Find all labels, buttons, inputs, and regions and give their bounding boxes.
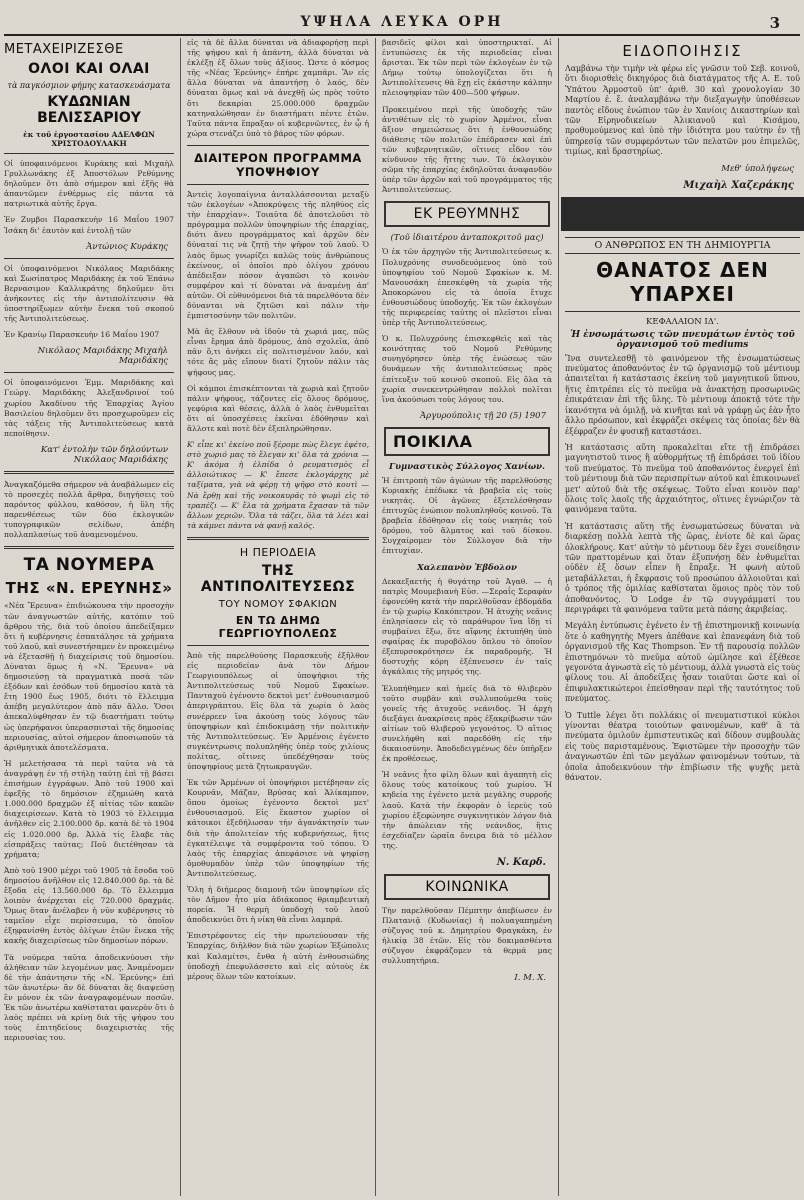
declaration-text: Οἱ ὑποφαινόμενοι Κυράκης καὶ Μιχαὴλ Γρυλλωνάκης ἐξ Ἀποστόλων Ρεθύμνης δηλοῦμεν ὅτι ἀπὸ σήμερον καὶ ἐξῆς θὰ ἀπαντῶμεν ἐνθέρμως εἰς πάντα τὰ πατριωτικὰ αὐτῆς ἔργα. — [4, 159, 174, 209]
divider — [4, 546, 174, 549]
series-kicker: Ο ΑΝΘΡΩΠΟΣ ΕΝ ΤΗ ΔΗΜΙΟΥΡΓΙΑ — [565, 237, 800, 254]
article-text: Μεγάλη ἐντύπωσις ἐγένετο ἐν τῇ ἐπιστημονικῇ κοινωνίᾳ ὅτε ὁ καθηγητὴς Myers ἀπέθανε καὶ ἐπανεφάνη διὰ τοῦ ὀργανισμοῦ τῆς Κας Thompson. Ἐν τῇ παρουσίᾳ πολλῶν ἐπιστημόνων τὸ πνεῦμα αὐτοῦ ὡμίλησε καὶ ἐξέθεσε γεγονότα ἀγνωστὰ εἰς τὸ μέντιουμ, ἀλλὰ γνωστὰ εἰς τοὺς φίλους του. Αἱ ἀποδείξεις ἦσαν τοιαῦται ὥστε καὶ οἱ ἐπιφυλακτικώτεροι ἐπείσθησαν περὶ τῆς ταυτότητος τοῦ πνεύματος. — [565, 621, 800, 704]
article-headline: ΤΗΣ ΑΝΤΙΠΟΛΙΤΕΥΣΕΩΣ — [200, 562, 356, 595]
column-2 — [183, 38, 373, 1196]
top-rule — [4, 34, 800, 36]
article-signature: Ν. Καρδ. — [496, 857, 546, 868]
declaration-signature: Ἀντώνιος Κυράκης — [86, 241, 168, 252]
article-text: Ἵνα συντελεσθῇ τὸ φαινόμενον τῆς ἐνσωματώσεως πνεύματος ἀποθανόντος ἐν τῷ ὀργανισμῷ τοῦ μέντιουμ ἀπαιτεῖται ἡ κατάστασις ἐκείνη τοῦ μαγνητικοῦ ὕπνου, ἥτις ἐπιτρέπει εἰς τὸ πνεῦμα νὰ ἀνακτήσῃ προσωρινῶς ἐπικράτειαν ἐπὶ τῆς ὕλης. Τὸ μέντιουμ ἀποκτᾷ τότε τὴν ἱκανότητα νὰ ὁμιλῇ, νὰ κινῆται καὶ νὰ γράφῃ ὡς ἐὰν ἦτο ἄλλο πρόσωπον, καὶ ἐκφράζει σκέψεις τὰς ὁποίας δὲν θὰ ἐξέφραζεν ἐν φυσικῇ καταστάσει. — [565, 353, 800, 436]
divider — [4, 471, 174, 474]
article-headline: ΤΑ ΝΟΥΜΕΡΑ — [23, 555, 155, 576]
declaration-date: Ἐν Ζυμβοι Παρασκευὴν 16 Μαΐου 1907 Ἰσάκη δι' ἑαυτὸν καὶ ἐντολῇ τῶν — [4, 215, 174, 235]
chapter-label: ΚΕΦΑΛΑΙΟΝ ΙΔ'. — [646, 316, 719, 327]
article-text: Ὅλη ἡ διήμερος διαμονὴ τῶν ὑποψηφίων εἰς τὸν Δῆμον ἦτο μία ἀδιάκοπος θριαμβευτικὴ πορεία. Ἡ θερμὴ ὑποδοχὴ τοῦ λαοῦ ἀποδεικνύει ὅτι ἡ νίκη θὰ εἶναι λαμπρά. — [187, 885, 369, 925]
declaration-date: Ἐν Κρανίῳ Παρασκευὴν 16 Μαΐου 1907 — [4, 330, 160, 340]
ad-headline: ΜΕΤΑΧΕΙΡΙΖΕΣΘΕ — [4, 42, 124, 57]
article-text: Τὴν παρελθοῦσαν Πέμπτην ἀπεβίωσεν ἐν Πλατανιᾷ (Κυδωνίας) ἡ πολυαγαπημένη σύζυγος τοῦ κ. Δημητρίου Φραγκάκη, ἐν ἡλικίᾳ 38 ἐτῶν. Εἰς τὸν δοκιμασθέντα σύζυγον ἐκφράζομεν τὰ θερμά μας συλλυπητήρια. — [382, 906, 552, 966]
declaration-text: Οἱ ὑποφαινόμενοι Νικόλαος Μαριδάκης καὶ Σωσίπατρος Μαριδάκης ἐκ τοῦ Ἐπάνω Βερνασιμον Καλλικράτης δηλοῦμεν ὅτι ἀνήκοντες εἰς τὴν ἀντιπολίτευσιν θὰ ὑποστηρίξωμεν αὐτὴν ἔνεκα τοῦ σκοποῦ τῆς Ἀντιπολιτεύσεως. — [4, 263, 174, 324]
series-headline: ΘΑΝΑΤΟΣ ΔΕΝ ΥΠΑΡΧΕΙ — [596, 257, 769, 306]
chapter-subtitle: Ἡ ἐνσωμάτωσις τῶν πνευμάτων ἐντὸς τοῦ ὀργανισμοῦ τοῦ mediums — [570, 329, 795, 350]
article-text: Μὰ ἂς ἔλθουν νὰ ἰδοῦν τὰ χωριά μας, πῶς εἶναι ἔρημα ἀπὸ δρόμους, ἀπὸ σχολεῖα, ἀπὸ πᾶν ὅ,τι ἀνήκει εἰς πολιτισμένον λαόν, καὶ τότε ἂς μᾶς εἴπουν διατί ζητοῦν πάλιν τὰς ψήφους μας. — [187, 327, 369, 377]
article-signature: Ι. Μ. Χ. — [514, 972, 546, 983]
article-text: Τὰ νούμερα ταῦτα ἀποδεικνύουσι τὴν ἀλήθειαν τῶν λεγομένων μας. Ἀναμένομεν δὲ τὴν ἀπάντησιν τῆς «Ν. Ἐρεύνης» ἐπὶ τῶν ἀνωτέρω· ἂν δὲ δύναται ἂς διαψεύσῃ ἓν μόνον ἐκ τῶν ἀναγραφομένων ποσῶν. Ἐκ τῶν ἀνωτέρω καθίσταται φανερὸν ὅτι ὁ λαὸς πρέπει νὰ κρίνῃ διὰ τῆς ψήφου του τοὺς ἐπιτηδείους διαχειριστὰς τῆς περιουσίας του. — [4, 952, 174, 1043]
article-text: Ἡ κατάστασις αὕτη τῆς ἐνσωματώσεως δύναται νὰ διαρκέσῃ πολλὰ λεπτὰ τῆς ὥρας, ἐνίοτε δὲ καὶ ὥρας ὁλοκλήρους. Κατ' αὐτὴν τὸ μέντιουμ δὲν ἔχει συνείδησιν τῶν πραττομένων καὶ ὅταν ἐξυπνήσῃ δὲν ἐνθυμεῖται οὐδὲν ἐξ ὅσων εἶπεν ἢ ἔπραξε. Ἡ φωνὴ αὐτοῦ μεταβάλλεται, ἡ ἔκφρασις τοῦ προσώπου ἀλλοιοῦται καὶ ὁ τρόπος τῆς ὁμιλίας καθίσταται ὅμοιος πρὸς τὸν τοῦ ἀποθανόντος. Ὁ Lodge ἐν τῷ συγγράμματί του περιγράφει τὰ φαινόμενα ταῦτα μετὰ πάσης ἀκριβείας. — [565, 521, 800, 614]
ad-headline: ΟΛΟΙ ΚΑΙ ΟΛΑΙ — [28, 61, 150, 77]
article-text: Ἐπιστρέφοντες εἰς τὴν πρωτεύουσαν τῆς Ἐπαρχίας, διῆλθον διὰ τῶν χωρίων Ἐξώπολις καὶ Καλαμίτσι, ἔνθα ἡ αὐτὴ ἐνθουσιώδης ὑποδοχὴ ἐπεφυλάσσετο καὶ εἰς αὐτοὺς ἐκ μέρους ὅλων τῶν κατοίκων. — [187, 931, 369, 981]
masthead — [20, 14, 784, 34]
article-text: Οἱ κάμποι ἐπισκέπτονται τὰ χωριὰ καὶ ζητοῦν πάλιν ψήφους, τάζοντες εἰς ὅλους δρόμους, γεφύρια καὶ θέσεις, ἀλλὰ ὁ λαὸς ἐνθυμεῖται ὅτι αἱ ὑποσχέσεις ἐκεῖναι ἐδόθησαν καὶ ἄλλοτε καὶ ποτὲ δὲν ἐξεπληρώθησαν. — [187, 383, 369, 433]
section-headline: ΕΚ ΡΕΘΥΜΝΗΣ — [413, 206, 521, 223]
divider — [4, 372, 174, 373]
article-text: βασιδεῖς φίλοι καὶ ὑποστηρικταί. Αἱ ἐντυπώσεις ἐκ τῆς περιοδείας εἶναι ἄρισται. Ἐκ τῶν περὶ τῶν ἐκλογέων ἐν τῷ Δήμῳ τούτῳ ὑπολογίζεται ὅτι ἡ Ἀντιπολίτευσις θὰ ἔχῃ εἰς ἑκάστην κάλπην πλειοψηφίαν τῶν 400—500 ψήφων. — [382, 38, 552, 98]
article-text: εἰς τὰ δὲ ἄλλα δύναται νὰ ἀδιαφορήσῃ περὶ τῆς ψήφου καὶ ἡ ἀπάντη, ἀλλὰ δύναται νὰ ἐκλέξῃ ἐξ ὅλων τοὺς ἀξίους. Ὡστε ὁ κόσμος τῆς «Νέας Ἐρεύνης» ἐπήρε χαμπάρι. Ἂν εἰς ἄλλα δύναται νὰ ἀπαντήσῃ ὁ λαός, δὲν δύναται ὅμως καὶ νὰ ἀνεχθῇ ὡς πρὸς τοῦτο ὅτι δεκαρίαι 25.000.000 δραχμῶν κατηναλώθησαν ἐν διαστήματι πέντε ἐτῶν. Ταῦτα πάντα ἔπραξαν οἱ κυβερνῶντες, ἐν ᾧ ἡ χώρα στενάζει ὑπὸ τὸ βάρος τῶν φόρων. — [187, 38, 369, 138]
article-text: Ἐκ τῶν Ἀρμένων οἱ ὑποψήφιοι μετέβησαν εἰς Κουρνᾶν, Μάζαν, Βρύσας καὶ Ἀλίκαμπον, ὅπου ὁμοίως ἐγένοντο δεκτοὶ μετ' ἐνθουσιασμοῦ. Εἰς ἕκαστον χωρίον οἱ κάτοικοι ἐξεδήλωσαν τὴν ἀγανάκτησίν των διὰ τὴν ἀπολιτείαν τῆς κυβερνήσεως, ἥτις ἐγκατέλειψε τὰ συμφέροντα τοῦ τόπου. Ὁ λαὸς τῆς ἐπαρχίας ἀπεφάσισε νὰ ψηφίσῃ ὁμοθυμαδὸν ὑπὲρ τῶν ὑποψηφίων τῆς Ἀντιπολιτεύσεως. — [187, 778, 369, 878]
article-text: Ὁ Tuttle λέγει ὅτι πολλάκις οἱ πνευματιστικοὶ κύκλοι γίνονται θέατρα τοιούτων φαινομένων, καθ' ἃ τὰ πνεύματα ὁμιλοῦν ἐμπιστευτικῶς καὶ δίδουν συμβουλὰς εἰς τοὺς παρισταμένους. Ἐφιστῶμεν τὴν προσοχὴν τῶν ἀναγνωστῶν ἐπὶ τῶν μεγάλων φαινομένων τούτων, τὰ ὁποῖα ἀποδεικνύουν τὴν ἐπιβίωσιν τῆς ψυχῆς μετὰ θάνατον. — [565, 710, 800, 783]
column-4 — [561, 38, 804, 1196]
section-subhead: (Τοῦ ἰδιαιτέρου ἀνταποκριτοῦ μας) — [390, 233, 544, 244]
declaration-text: Οἱ ὑποφαινόμενοι Ἐμμ. Μαριδάκης καὶ Γεώργ. Μαριδάκης Ἀλεξανδρινοί τοῦ χωρίου Ἀκαδίνου τῆς Ἐπαρχίας Ἁγίου Βασιλείου δηλοῦμεν ὅτι προσχωροῦμεν εἰς τὰς τάξεις τῆς Ἀντιπολιτεύσεως κατὰ πεποίθησιν. — [4, 378, 174, 438]
section-box — [384, 427, 550, 456]
section-subhead: Γυμναστικὸς Σύλλογος Χανίων. — [389, 461, 545, 472]
verse-text: Κ' εἶπε κι' ἐκείνο ποῦ ξέρομε πὼς ἔλεγε ἐφέτο, στὸ χωριό μας τὸ ἔλεγαν κι' ὅλα τὰ χρόνια — Κ' ἀκόμα ἡ ἐλπίδα ὁ ρευματισμὸς εἶ ἀλλοιώτικος — Κ' ἔπεσε ἐκλογάρχης μὲ ταξίματα, γιὰ νὰ φέρῃ τὴ ψῆφο στὸ κουτὶ — Νὰ ἔρθῃ καὶ τῆς νοικοκυρᾶς τὸ ψωμὶ εἰς τὸ τραπέζι — Κ' ἔλα τὰ χρήματα ἔχασαν τὰ τῶν ἄλλων χεριῶν. Ὅλα τὰ τάζει, ὅλα τὰ λέει καὶ τὰ κάμνει πάντα νὰ φανῇ καλός. — [187, 440, 369, 530]
article-text: Ἡ νεᾶνις ἦτο φίλη ὅλων καὶ ἀγαπητὴ εἰς ὅλους τοὺς κατοίκους τοῦ χωρίου. Ἡ κηδεία της ἐγένετο μετὰ μεγάλης συρροῆς λαοῦ. Κατὰ τὴν ἐκφορὰν ὁ ἱερεὺς τοῦ χωρίου ἐξεφώνησε συγκινητικὸν λόγον διὰ τὴν ἀπώλειαν τῆς νεάνιδος, ἥτις ἐσχεδίαζεν ὡραῖα ὄνειρα διὰ τὸ μέλλον της. — [382, 770, 552, 850]
section-headline: ΚΟΙΝΩΝΙΚΑ — [425, 879, 509, 895]
column-divider — [375, 38, 376, 1196]
article-text: Ἐλυπήθημεν καὶ ἡμεῖς διὰ τὸ θλιβερὸν τοῦτο συμβὰν καὶ συλλυπούμεθα τοὺς γονεῖς τῆς ἀτυχοῦς νεάνιδος. Ἡ ἀρχὴ διεξάγει ἀνακρίσεις πρὸς ἐξακρίβωσιν τῶν αἰτίων τοῦ θλιβεροῦ γεγονότος. Ὁ αἴτιος συνελήφθη καὶ παρεδόθη εἰς τὴν δικαιοσύνην. Ἀποδεδειγμένως δὲν ὑπῆρξεν ἐκ προθέσεως. — [382, 683, 552, 764]
notice-closing: Μεθ' ὑπολήψεως — [721, 163, 794, 174]
divider — [4, 153, 174, 154]
notice-name: Μιχαὴλ Χαζεράκης — [683, 179, 794, 191]
article-text: Ἀπὸ τοῦ 1900 μέχρι τοῦ 1905 τὰ ἔσοδα τοῦ δημοσίου ἀνῆλθον εἰς 12.840.000 δρ. τὰ δὲ ἔξοδα εἰς 13.560.000 δρ. Τὸ ἔλλειμμα λοιπὸν ἀνέρχεται εἰς 720.000 δραχμάς. Ὅμως ὅταν ἀνέλαβεν ἡ νῦν κυβέρνησις τὸ ταμεῖον εἶχε περίσσευμα, τὸ ὁποῖον ἐξηφανίσθη ἐντὸς ὀλίγων ἐτῶν ἕνεκα τῆς κακῆς διαχειρίσεως τῶν δημοσίων πόρων. — [4, 865, 174, 946]
article-text: «Νέα Ἔρευνα» ἐπιδιώκουσα τὴν προσοχὴν τῶν ἀναγνωστῶν αὐτῆς, κατόπιν τοῦ ἄρθρου τῆς, διὰ τοῦ ὁποίου ἀπεδείξαμεν ὅτι ἡ κυβέρνησις ἐσπατάλησε τὰ χρήματα τοῦ λαοῦ, καὶ συνεστήσαμεν ἐν προκειμένῳ νὰ ἐξετασθῇ ἡ διαχείρισις τοῦ δημοσίου. Δύναται ὅμως ἡ «Ν. Ἔρευνα» νὰ δημοσιεύσῃ τὰ πραγματικὰ ποσὰ τῶν ἐξόδων καὶ ἐσόδων τοῦ δημοσίου κατὰ τὰ ἔτη 1900 ἕως 1905, διότι τὸ ἔλλειμμα ἀπέβη μεγαλύτερον ἀπὸ πᾶν ἄλλο. Ὅσοι ἀπεκαλύφθησαν ἐν τῷ διαστήματι τούτῳ ὡς ὑπερήφανοι ὑπερασπισταὶ τῆς δημοσίας περιουσίας, αὐτοὶ σήμερον ἀποσιωποῦν τὰ ἀριθμητικὰ ἀποτελέσματα. — [4, 601, 174, 752]
divider — [187, 537, 369, 540]
column-divider — [180, 38, 181, 1196]
article-headline: ΕΝ ΤΩ ΔΗΜΩ ΓΕΩΡΓΙΟΥΠΟΛΕΩΣ — [218, 613, 338, 640]
divider — [187, 645, 369, 646]
editorial-note: Ἀναγκαζόμεθα σήμερον νὰ ἀναβάλωμεν εἰς τὸ προσεχὲς πολλὰ ἄρθρα, διηγήσεις τοῦ παρόντος φύλλου, καθόσον, ἡ ὕλη τῆς παρενθέσεως τῶν δύο ἐκλογικῶν τυπογραφικῶν σελίδων, ἀπέβη πολλαπλασίως τοῦ ἀναμενομένου. — [4, 479, 174, 540]
page-number: 3 — [769, 14, 780, 32]
article-text: Ὁ ἐκ τῶν ἀρχηγῶν τῆς Ἀντιπολιτεύσεως κ. Πολυχρόνης συνοδευόμενος ὑπὸ τοῦ ὑποψηφίου τοῦ Νομοῦ Σφακίων κ. Μ. Μανουσάκη ἐπεσκέφθη τὰ χωρία τῆς Ἀποκορώνου εἰς τὰ ὁποῖα ἔτυχε ἐνθουσιώδους ὑποδοχῆς. Ἐκ τῶν ἐκλογέων τῆς περιφερείας ταύτης οἱ πλεῖστοι εἶναι ὑπὲρ τῆς Ἀντιπολιτεύσεως. — [382, 247, 552, 328]
column-1 — [0, 38, 178, 1196]
article-headline: ΔΙΑΙΤΕΡΟΝ ΠΡΟΓΡΑΜΜΑ ΥΠΟΨΗΦΙΟΥ — [194, 150, 362, 179]
article-text: Προκειμένου περὶ τῆς ὑποδοχῆς τῶν ἀντιθέτων εἰς τὸ χωρίον Ἀρμένοι, εἶναι ἄξιον σημειώσεως ὅτι ἡ ἐνθουσιώδης διάθεσις τῶν πολιτῶν ἐπέδρασεν καὶ ἐπὶ τῶν κυβερνητικῶν, οἵτινες εἶδον τὸν κίνδυνον τῆς ἥττης των. Τὸ ἐκλογικὸν σῶμα τῆς ἐπαρχίας ἐκδηλοῦται ἀναφανδὸν ὑπὲρ τῶν ἀρχῶν καὶ τοῦ προγράμματος τῆς Ἀντιπολιτεύσεως. — [382, 104, 552, 195]
article-dateline: Ἀργυρούπολις τῇ 20 (5) 1907 — [420, 410, 546, 421]
column-divider — [558, 38, 559, 1196]
article-text: Δεκαεξαετὴς ἡ θυγάτηρ τοῦ Ἀγαθ. — ἡ πατρὶς Μουμεβιανὴ Εὐσ. —Σεραΐς Σεραφὰν ἐφονεύθη κατὰ τὴν παρελθοῦσαν ἑβδομάδα ἐν τῷ χωρίῳ Κακόπετρον. Ἡ ἀτυχὴς νεᾶνις ἐπλησίασεν εἰς τὸ παράθυρον ἵνα ἴδῃ τί συμβαίνει ἔξω, ὅτε αἴφνης ἐκτυπήθη ὑπὸ σφαίρας ἐκ πυροβόλου ὅπλου τὸ ὁποῖον ἐξεπυρσοκρότησεν ἐκ παραδρομῆς. Ἡ δυστυχὴς κόρη ἐξέπνευσεν ἐν ταῖς ἀγκάλαις τῆς μητρός της. — [382, 576, 552, 677]
masthead-title: ΥΨΗΛΑ ΛΕΥΚΑ ΟΡΗ — [300, 14, 504, 30]
section-box — [384, 201, 550, 227]
declaration-signature: Κατ' ἐντολὴν τῶν δηλούντων Νικόλαος Μαριδάκης — [40, 444, 168, 465]
article-text: Ἀπὸ τῆς παρελθούσης Παρασκευῆς ἐξῆλθον εἰς περιοδείαν ἀνὰ τὸν Δῆμον Γεωργιουπόλεως οἱ ὑποψήφιοι τῆς Ἀντιπολιτεύσεως τοῦ Νομοῦ Σφακίων. Πανταχοῦ ἐγένοντο δεκτοὶ μετ' ἐνθουσιασμοῦ ἀπεριγράπτου. Εἰς ὅλα τὰ χωρία ὁ λαὸς συνέρρεεν ἵνα ἀκούσῃ τοὺς λόγους τῶν ὑποψηφίων καὶ ἐπιδοκιμάσῃ τὴν πολιτικὴν τῆς Ἀντιπολιτεύσεως. Ἐν Ἀρμένοις ἐγένετο συγκέντρωσις πολυπληθὴς ὑπὲρ τοὺς χιλίους πολίτας, οἵτινες ὑπεδέχθησαν τοὺς ὑποψηφίους μετὰ ζητωκραυγῶν. — [187, 650, 369, 771]
dark-band — [561, 197, 804, 231]
article-headline: ΤΗΣ «Ν. ΕΡΕΥΝΗΣ» — [5, 579, 173, 598]
divider — [187, 184, 369, 185]
article-text: Ἡ ἐπιτροπὴ τῶν ἀγώνων τῆς παρελθούσης Κυριακῆς ἐπέδωκε τὰ βραβεῖα εἰς τοὺς νικητάς. Οἱ ἀγῶνες ἐξετελέσθησαν ἐπιτυχῶς ἐνώπιον πολυπληθοῦς κοινοῦ. Τὰ βραβεῖα ἐδόθησαν εἰς τοὺς νικητὰς τοῦ δρόμου, τοῦ ἅλματος καὶ τοῦ δίσκου. Συγχαίρομεν τὸν Σύλλογον διὰ τὴν ἐπιτυχίαν. — [382, 475, 552, 556]
section-subhead: Χαλεπανὸν Ἐβδολον — [417, 562, 517, 573]
ad-brand: ΚΥΔΩΝΙΑΝ ΒΕΛΙΣΣΑΡΙΟΥ — [37, 94, 141, 126]
article-text: Ὁ κ. Πολυχρόνης ἐπισκεφθεὶς καὶ τὰς κοινότητας τοῦ Νομοῦ Ρεθύμνης συνηγόρησεν ὑπὲρ τῆς ἑνώσεως τῶν δυνάμεων τῆς ἀντιπολιτεύσεως πρὸς ἐπίτευξιν τοῦ κοινοῦ σκοποῦ. Εἰς ὅλα τὰ χωρία συνεκεντρώθησαν πολλοὶ πολῖται ἵνα ἀκούσωσι τοὺς λόγους του. — [382, 334, 552, 404]
article-headline: Η ΠΕΡΙΟΔΕΙΑ — [239, 545, 317, 559]
section-box — [384, 874, 550, 900]
ad-subline: τὰ παγκόσμιον φήμης κατασκευάσματα — [7, 81, 171, 90]
article-text: Ἡ μελετήσασα τὰ περὶ ταῦτα νὰ τὰ ἀναγράψῃ ἐν τῇ στήλῃ ταύτῃ ἐπὶ τῇ βάσει ἐπισήμων ἐγγράφων. Ἀπὸ τοῦ 1900 καὶ ἐφεξῆς τὸ δημόσιον ἐζημιώθη κατὰ 1.000.000 δραχμῶν ἐξ αἰτίας τῶν κακῶν διαχειρίσεων. Κατὰ τὸ 1903 τὸ ἔλλειμμα ἀνῆλθεν εἰς 2.100.000 δρ. κατὰ δὲ τὸ 1904 εἰς 1.020.000 δρ. Ἀλλὰ τίς ἔλαβε τὰς εἰσπράξεις ταύτας; Ποῦ διετέθησαν τὰ χρήματα; — [4, 758, 174, 859]
article-headline: ΤΟΥ ΝΟΜΟΥ ΣΦΑΚΙΩΝ — [218, 598, 338, 610]
declaration-signature: Νικόλαος Μαριδάκης Μιχαὴλ Μαριδάκης — [37, 346, 168, 367]
section-headline: ΠΟΙΚΙΛΑ — [393, 431, 473, 451]
column-3 — [378, 38, 556, 1196]
divider — [565, 311, 800, 312]
divider — [4, 258, 174, 259]
ad-factory: ἐκ τοῦ ἐργοστασίου ΑΔΕΛΦΩΝ ΧΡΙΣΤΟΔΟΥΛΑΚΗ — [23, 130, 155, 148]
article-text: Ἡ κατάστασις αὕτη προκαλεῖται εἴτε τῇ ἐπιδράσει μαγνητιστοῦ τινος ἢ αὐθορμήτως τῇ ἐπιδράσει τοῦ ἰδίου τοῦ πνεύματος. Τὸ πνεῦμα τοῦ ἀποθανόντος ἐνεργεῖ ἐπὶ τοῦ μέντιουμ διὰ τῶν περισπρίτων αὐτοῦ καὶ ἐπικοινωνεῖ μετ' αὐτοῦ διὰ τῆς σκέψεως. Τοῦτο εἶναι κοινὸν παρ' ὅλοις τοῖς λαοῖς τῆς ἀρχαιότητος, οἵτινες ἐγνώριζον τὰ φαινόμενα ταῦτα. — [565, 442, 800, 515]
article-text: Ἀντεὶς λογοπαίγνια ἀνταλλάσσονται μεταξὺ τῶν ἐκλογέων «Ἀποκρύψεις τῆς πληθύος εἰς τὴν ἐπαρχίαν». Τοιαῦτα δὲ ἀποτελοῦσι τὸ πρόγραμμα πολλῶν ὑποψηφίων τῆς ἐπαρχίας, διότι ἄνευ προγράμματος καὶ ἀρχῶν δὲν δύναταί τις νὰ ζητῇ τὴν ψῆφον τοῦ λαοῦ. Ὁ λαὸς ὅμως γνωρίζει καλῶς τοὺς ἀνθρώπους ἐκείνους, οἱ ὁποῖοι πρὸ ὀλίγου χρόνου ἀπέδειξαν πόσον ἀγαπῶσι τὸ κοινὸν συμφέρον καὶ τί δύναται νὰ ἀναμένῃ ἀπ' αὐτῶν. Οἱ εὐθυνόμενοι διὰ τὰ παρελθόντα δὲν δύνανται νὰ ζητῶσι καὶ πάλιν τὴν ἐμπιστοσύνην τῶν πολιτῶν. — [187, 189, 369, 321]
notice-text: Λαμβάνω τὴν τιμὴν νὰ φέρω εἰς γνῶσιν τοῦ Σεβ. κοινοῦ, ὅτι διορισθεὶς δικηγόρος διὰ διατάγματος τῆς Α. Ε. τοῦ Ὑπάτου Ἁρμοστοῦ ὑπ' ἀριθ. 30 καὶ χρονολογίαν 30 Μαρτίου ἐ. ἔ. ἀναλαμβάνω τὴν διεξαγωγὴν ὑποθέσεων παντὸς εἴδους ἐνώπιον τῶν ἐν Χανίοις Δικαστηρίων καὶ τῶν Εἰρηνοδικείων Ἀλικιανοῦ καὶ Κισάμου, προθυμούμενος καὶ ὑπὸ τὴν ἰδιότητα μου ταύτην ἐν τῇ ὑπηρεσίᾳ τῶν συμφερόντων τῶν πελατῶν μου ἐπιμελῶς, τιμίως, καὶ δραστηρίως. — [565, 64, 800, 157]
notice-headline: ΕΙΔΟΠΟΙΗΣΙΣ — [622, 42, 743, 60]
divider — [187, 145, 369, 146]
